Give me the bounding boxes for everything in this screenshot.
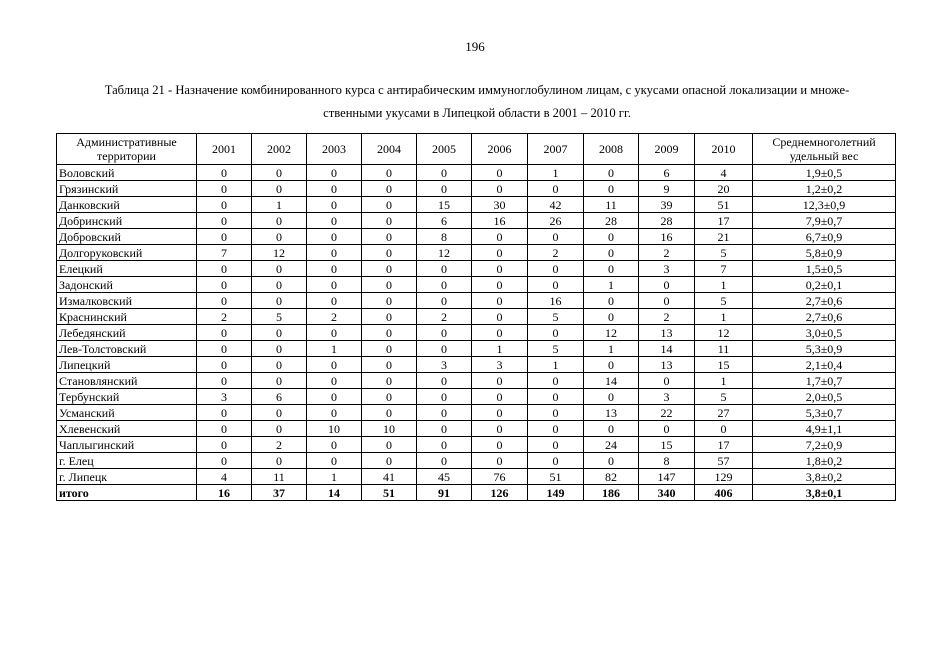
territory-cell: Грязинский [57, 181, 197, 197]
value-cell: 0 [472, 421, 528, 437]
average-cell: 1,5±0,5 [753, 261, 896, 277]
table-row [57, 453, 896, 469]
value-cell: 0 [252, 341, 307, 357]
value-cell: 5 [695, 245, 753, 261]
value-cell: 5 [695, 293, 753, 309]
value-cell: 340 [639, 485, 695, 501]
table-row [57, 357, 896, 373]
territory-cell: г. Липецк [57, 469, 197, 485]
value-cell: 0 [472, 453, 528, 469]
value-cell: 1 [307, 469, 362, 485]
value-cell: 0 [307, 261, 362, 277]
table-row [57, 325, 896, 341]
value-cell: 12 [695, 325, 753, 341]
value-cell: 11 [695, 341, 753, 357]
value-cell: 147 [639, 469, 695, 485]
average-cell: 7,9±0,7 [753, 213, 896, 229]
value-cell: 0 [362, 261, 417, 277]
value-cell: 0 [472, 165, 528, 181]
value-cell: 0 [472, 437, 528, 453]
value-cell: 1 [528, 165, 584, 181]
value-cell: 1 [252, 197, 307, 213]
table-row [57, 373, 896, 389]
value-cell: 0 [584, 229, 639, 245]
value-cell: 37 [252, 485, 307, 501]
average-cell: 5,3±0,7 [753, 405, 896, 421]
value-cell: 2 [197, 309, 252, 325]
value-cell: 51 [695, 197, 753, 213]
territory-cell: Долгоруковский [57, 245, 197, 261]
table-total-row [57, 485, 896, 501]
average-cell: 2,0±0,5 [753, 389, 896, 405]
header-2004: 2004 [362, 134, 417, 165]
value-cell: 149 [528, 485, 584, 501]
value-cell: 0 [584, 421, 639, 437]
value-cell: 0 [584, 309, 639, 325]
value-cell: 0 [362, 453, 417, 469]
value-cell: 2 [417, 309, 472, 325]
value-cell: 5 [528, 341, 584, 357]
value-cell: 15 [639, 437, 695, 453]
value-cell: 0 [639, 293, 695, 309]
value-cell: 0 [307, 277, 362, 293]
value-cell: 2 [639, 309, 695, 325]
value-cell: 16 [639, 229, 695, 245]
value-cell: 0 [528, 373, 584, 389]
value-cell: 41 [362, 469, 417, 485]
table-row [57, 341, 896, 357]
value-cell: 91 [417, 485, 472, 501]
table-row [57, 245, 896, 261]
value-cell: 0 [197, 373, 252, 389]
header-2010: 2010 [695, 134, 753, 165]
value-cell: 0 [197, 325, 252, 341]
value-cell: 42 [528, 197, 584, 213]
value-cell: 0 [584, 389, 639, 405]
value-cell: 0 [528, 389, 584, 405]
value-cell: 0 [307, 213, 362, 229]
average-cell: 1,7±0,7 [753, 373, 896, 389]
value-cell: 0 [197, 421, 252, 437]
value-cell: 1 [528, 357, 584, 373]
value-cell: 0 [362, 293, 417, 309]
value-cell: 0 [417, 181, 472, 197]
value-cell: 22 [639, 405, 695, 421]
value-cell: 0 [584, 261, 639, 277]
table-row [57, 229, 896, 245]
header-2003: 2003 [307, 134, 362, 165]
value-cell: 0 [472, 277, 528, 293]
value-cell: 0 [197, 293, 252, 309]
territory-cell: Данковский [57, 197, 197, 213]
average-cell: 1,8±0,2 [753, 453, 896, 469]
caption-line-2: ственными укусами в Липецкой области в 2001 – 2010 гг. [323, 106, 631, 120]
value-cell: 1 [472, 341, 528, 357]
table-row [57, 165, 896, 181]
value-cell: 0 [417, 373, 472, 389]
value-cell: 0 [362, 165, 417, 181]
territory-cell: Лебедянский [57, 325, 197, 341]
value-cell: 0 [252, 277, 307, 293]
value-cell: 0 [307, 373, 362, 389]
table-header-row [57, 134, 896, 165]
value-cell: 12 [417, 245, 472, 261]
value-cell: 0 [362, 197, 417, 213]
value-cell: 0 [362, 309, 417, 325]
value-cell: 0 [472, 373, 528, 389]
territory-cell: Измалковский [57, 293, 197, 309]
table-row [57, 197, 896, 213]
territory-cell: Усманский [57, 405, 197, 421]
value-cell: 11 [584, 197, 639, 213]
value-cell: 0 [472, 309, 528, 325]
value-cell: 8 [417, 229, 472, 245]
value-cell: 0 [362, 373, 417, 389]
value-cell: 0 [307, 229, 362, 245]
value-cell: 0 [307, 165, 362, 181]
value-cell: 0 [528, 229, 584, 245]
value-cell: 14 [307, 485, 362, 501]
value-cell: 0 [417, 261, 472, 277]
value-cell: 0 [252, 293, 307, 309]
value-cell: 10 [362, 421, 417, 437]
table-row [57, 261, 896, 277]
value-cell: 12 [252, 245, 307, 261]
value-cell: 28 [639, 213, 695, 229]
value-cell: 0 [252, 181, 307, 197]
value-cell: 7 [695, 261, 753, 277]
value-cell: 0 [197, 261, 252, 277]
value-cell: 0 [584, 181, 639, 197]
average-cell: 2,1±0,4 [753, 357, 896, 373]
value-cell: 0 [307, 389, 362, 405]
value-cell: 24 [584, 437, 639, 453]
value-cell: 51 [362, 485, 417, 501]
value-cell: 0 [362, 325, 417, 341]
average-cell: 6,7±0,9 [753, 229, 896, 245]
value-cell: 7 [197, 245, 252, 261]
page-number: 196 [465, 39, 485, 54]
value-cell: 76 [472, 469, 528, 485]
value-cell: 0 [584, 453, 639, 469]
value-cell: 0 [252, 405, 307, 421]
value-cell: 0 [252, 165, 307, 181]
average-cell: 3,8±0,1 [753, 485, 896, 501]
value-cell: 0 [252, 453, 307, 469]
value-cell: 4 [197, 469, 252, 485]
value-cell: 0 [197, 277, 252, 293]
value-cell: 6 [417, 213, 472, 229]
value-cell: 0 [362, 181, 417, 197]
value-cell: 17 [695, 437, 753, 453]
value-cell: 0 [472, 181, 528, 197]
value-cell: 3 [472, 357, 528, 373]
value-cell: 0 [528, 421, 584, 437]
table-row [57, 213, 896, 229]
value-cell: 0 [197, 229, 252, 245]
value-cell: 0 [362, 229, 417, 245]
value-cell: 8 [639, 453, 695, 469]
value-cell: 0 [417, 389, 472, 405]
value-cell: 3 [639, 261, 695, 277]
header-territory: Административные территории [57, 134, 197, 165]
table-row [57, 277, 896, 293]
value-cell: 13 [639, 325, 695, 341]
value-cell: 0 [197, 165, 252, 181]
value-cell: 12 [584, 325, 639, 341]
territory-cell: Тербунский [57, 389, 197, 405]
value-cell: 5 [528, 309, 584, 325]
value-cell: 0 [528, 437, 584, 453]
value-cell: 6 [639, 165, 695, 181]
value-cell: 0 [472, 325, 528, 341]
average-cell: 3,8±0,2 [753, 469, 896, 485]
table-caption [62, 79, 892, 125]
territory-cell: Хлевенский [57, 421, 197, 437]
value-cell: 0 [417, 421, 472, 437]
territory-cell: г. Елец [57, 453, 197, 469]
value-cell: 0 [362, 405, 417, 421]
value-cell: 4 [695, 165, 753, 181]
average-cell: 7,2±0,9 [753, 437, 896, 453]
value-cell: 0 [584, 293, 639, 309]
header-2008: 2008 [584, 134, 639, 165]
table-row [57, 309, 896, 325]
value-cell: 0 [528, 325, 584, 341]
value-cell: 0 [307, 181, 362, 197]
average-cell: 2,7±0,6 [753, 309, 896, 325]
caption-line-1: Таблица 21 - Назначение комбинированного курса с антирабическим иммуноглобулином лицам, с укусами опасной локализации и множе- [104, 83, 850, 97]
value-cell: 0 [639, 421, 695, 437]
territory-cell: Лев-Толстовский [57, 341, 197, 357]
value-cell: 0 [362, 357, 417, 373]
table-row [57, 293, 896, 309]
value-cell: 0 [472, 389, 528, 405]
value-cell: 16 [197, 485, 252, 501]
value-cell: 15 [417, 197, 472, 213]
table-row [57, 421, 896, 437]
value-cell: 20 [695, 181, 753, 197]
value-cell: 3 [639, 389, 695, 405]
value-cell: 17 [695, 213, 753, 229]
average-cell: 2,7±0,6 [753, 293, 896, 309]
value-cell: 3 [417, 357, 472, 373]
value-cell: 126 [472, 485, 528, 501]
table-row [57, 405, 896, 421]
value-cell: 1 [307, 341, 362, 357]
value-cell: 0 [584, 165, 639, 181]
header-2002: 2002 [252, 134, 307, 165]
value-cell: 5 [695, 389, 753, 405]
header-2001: 2001 [197, 134, 252, 165]
value-cell: 39 [639, 197, 695, 213]
value-cell: 0 [472, 293, 528, 309]
territory-cell: Добровский [57, 229, 197, 245]
value-cell: 0 [528, 405, 584, 421]
value-cell: 0 [252, 357, 307, 373]
value-cell: 0 [417, 325, 472, 341]
value-cell: 51 [528, 469, 584, 485]
value-cell: 0 [307, 293, 362, 309]
header-2007: 2007 [528, 134, 584, 165]
average-cell: 12,3±0,9 [753, 197, 896, 213]
value-cell: 0 [307, 325, 362, 341]
value-cell: 0 [472, 229, 528, 245]
value-cell: 1 [584, 341, 639, 357]
value-cell: 2 [252, 437, 307, 453]
header-2005: 2005 [417, 134, 472, 165]
value-cell: 0 [197, 181, 252, 197]
value-cell: 2 [307, 309, 362, 325]
territory-cell: Липецкий [57, 357, 197, 373]
value-cell: 0 [695, 421, 753, 437]
value-cell: 1 [695, 373, 753, 389]
header-2009: 2009 [639, 134, 695, 165]
value-cell: 0 [307, 245, 362, 261]
average-cell: 4,9±1,1 [753, 421, 896, 437]
value-cell: 0 [417, 293, 472, 309]
value-cell: 129 [695, 469, 753, 485]
value-cell: 0 [472, 245, 528, 261]
value-cell: 0 [417, 277, 472, 293]
value-cell: 0 [417, 453, 472, 469]
value-cell: 0 [252, 213, 307, 229]
value-cell: 11 [252, 469, 307, 485]
header-2006: 2006 [472, 134, 528, 165]
value-cell: 0 [197, 197, 252, 213]
value-cell: 1 [695, 309, 753, 325]
value-cell: 0 [307, 453, 362, 469]
value-cell: 30 [472, 197, 528, 213]
territory-cell: Воловский [57, 165, 197, 181]
territory-cell: Краснинский [57, 309, 197, 325]
value-cell: 0 [362, 277, 417, 293]
value-cell: 0 [584, 357, 639, 373]
value-cell: 0 [307, 197, 362, 213]
value-cell: 0 [639, 277, 695, 293]
value-cell: 28 [584, 213, 639, 229]
value-cell: 6 [252, 389, 307, 405]
value-cell: 0 [528, 453, 584, 469]
value-cell: 1 [695, 277, 753, 293]
value-cell: 406 [695, 485, 753, 501]
average-cell: 1,9±0,5 [753, 165, 896, 181]
value-cell: 10 [307, 421, 362, 437]
territory-cell: Елецкий [57, 261, 197, 277]
value-cell: 0 [252, 261, 307, 277]
value-cell: 0 [417, 405, 472, 421]
value-cell: 21 [695, 229, 753, 245]
value-cell: 16 [528, 293, 584, 309]
value-cell: 16 [472, 213, 528, 229]
value-cell: 0 [307, 357, 362, 373]
value-cell: 0 [584, 245, 639, 261]
value-cell: 0 [307, 405, 362, 421]
average-cell: 5,8±0,9 [753, 245, 896, 261]
territory-cell: Становлянский [57, 373, 197, 389]
average-cell: 0,2±0,1 [753, 277, 896, 293]
value-cell: 45 [417, 469, 472, 485]
table-row [57, 389, 896, 405]
average-cell: 5,3±0,9 [753, 341, 896, 357]
table-row [57, 469, 896, 485]
table-row [57, 181, 896, 197]
value-cell: 0 [197, 213, 252, 229]
value-cell: 13 [639, 357, 695, 373]
value-cell: 2 [528, 245, 584, 261]
value-cell: 0 [197, 357, 252, 373]
table-row [57, 437, 896, 453]
value-cell: 82 [584, 469, 639, 485]
territory-cell: Добринский [57, 213, 197, 229]
average-cell: 1,2±0,2 [753, 181, 896, 197]
value-cell: 186 [584, 485, 639, 501]
header-average-share: Среднемноголетний удельный вес [753, 134, 896, 165]
value-cell: 0 [639, 373, 695, 389]
value-cell: 14 [639, 341, 695, 357]
table-body [57, 165, 896, 501]
value-cell: 0 [362, 245, 417, 261]
value-cell: 0 [417, 341, 472, 357]
value-cell: 0 [362, 437, 417, 453]
value-cell: 0 [197, 453, 252, 469]
value-cell: 0 [252, 229, 307, 245]
value-cell: 0 [197, 341, 252, 357]
territory-cell: Чаплыгинский [57, 437, 197, 453]
value-cell: 5 [252, 309, 307, 325]
value-cell: 0 [528, 261, 584, 277]
value-cell: 0 [197, 437, 252, 453]
value-cell: 9 [639, 181, 695, 197]
value-cell: 2 [639, 245, 695, 261]
value-cell: 0 [307, 437, 362, 453]
territory-cell: итого [57, 485, 197, 501]
value-cell: 0 [197, 405, 252, 421]
value-cell: 0 [252, 325, 307, 341]
value-cell: 0 [472, 261, 528, 277]
average-cell: 3,0±0,5 [753, 325, 896, 341]
value-cell: 0 [362, 213, 417, 229]
value-cell: 0 [528, 277, 584, 293]
data-table [56, 133, 896, 501]
value-cell: 0 [417, 165, 472, 181]
value-cell: 3 [197, 389, 252, 405]
value-cell: 0 [472, 405, 528, 421]
value-cell: 0 [417, 437, 472, 453]
value-cell: 1 [584, 277, 639, 293]
value-cell: 26 [528, 213, 584, 229]
value-cell: 0 [362, 341, 417, 357]
value-cell: 0 [528, 181, 584, 197]
value-cell: 0 [362, 389, 417, 405]
value-cell: 57 [695, 453, 753, 469]
value-cell: 0 [252, 373, 307, 389]
territory-cell: Задонский [57, 277, 197, 293]
value-cell: 27 [695, 405, 753, 421]
value-cell: 13 [584, 405, 639, 421]
value-cell: 15 [695, 357, 753, 373]
value-cell: 14 [584, 373, 639, 389]
value-cell: 0 [252, 421, 307, 437]
